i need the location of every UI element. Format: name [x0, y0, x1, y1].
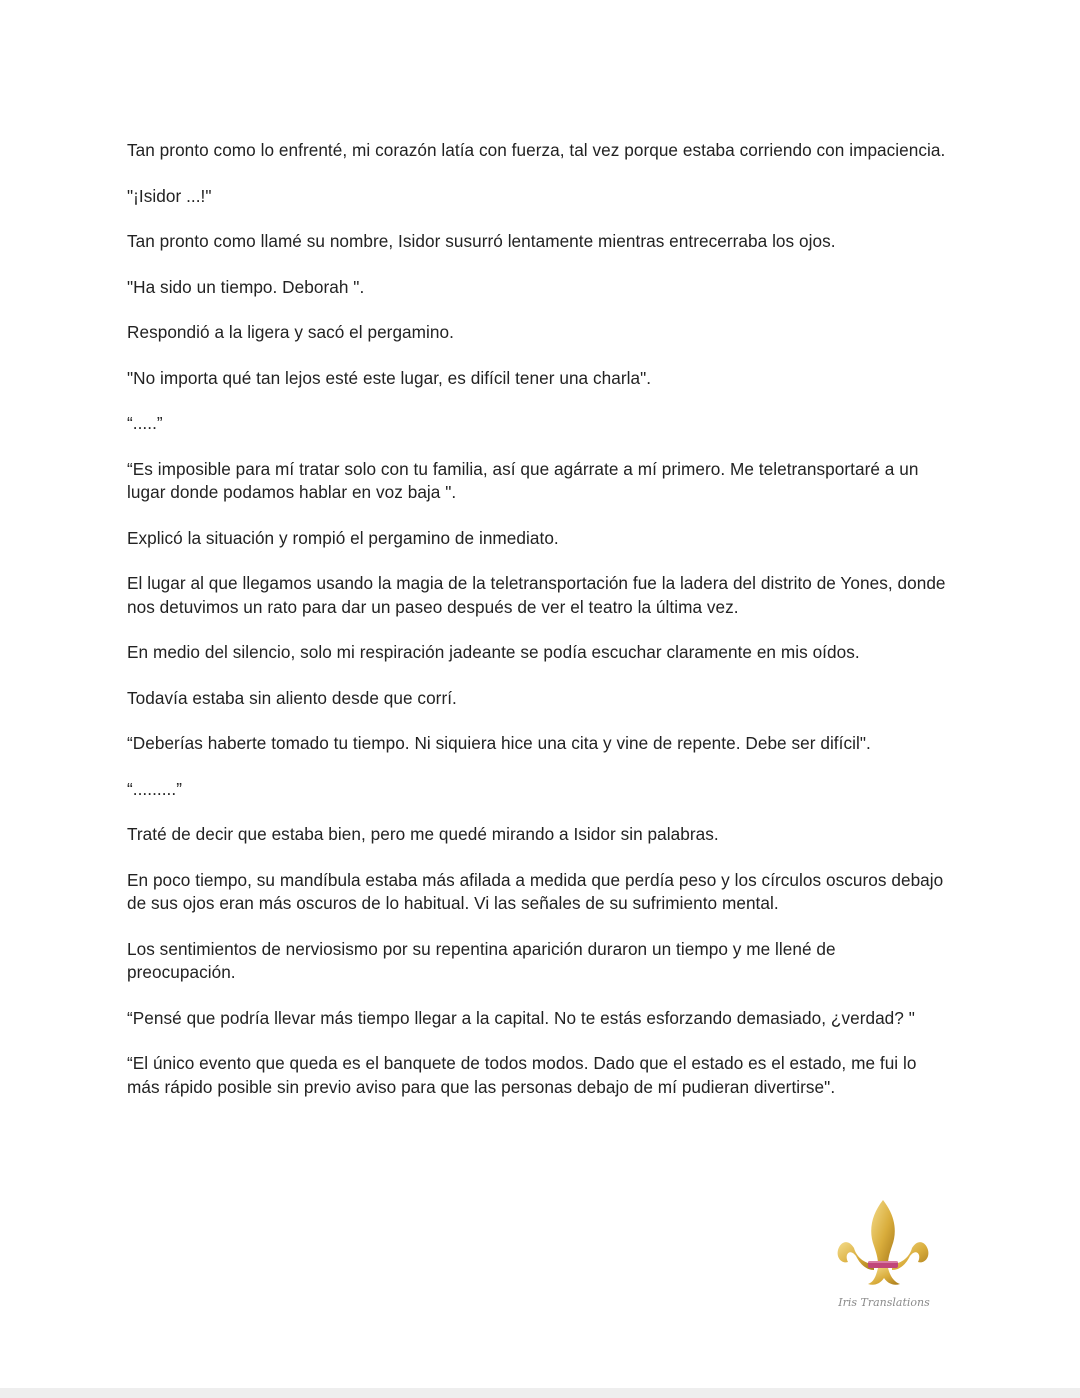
- paragraph: Traté de decir que estaba bien, pero me quedé mirando a Isidor sin palabras.: [127, 824, 719, 844]
- paragraph: “Es imposible para mí tratar solo con tu familia, así que agárrate a mí primero. Me teletransportaré a un lugar donde podamos hablar en voz baja ".: [127, 458, 919, 502]
- paragraph: "No importa qué tan lejos esté este lugar, es difícil tener una charla".: [127, 367, 652, 388]
- paragraph: “El único evento que queda es el banquete de todos modos. Dado que el estado es el estado, me fui lo más rápido posible sin previo aviso para que las personas debajo de mí pudieran divertirse".: [127, 1053, 917, 1097]
- logo-signature: Iris Translations: [838, 1296, 930, 1309]
- paragraph: "¡Isidor ...!": [127, 185, 212, 206]
- bottom-stem: [868, 1268, 900, 1285]
- paragraph: En poco tiempo, su mandíbula estaba más afilada a medida que perdía peso y los círculos oscuros debajo de sus ojos eran más oscuros de lo habitual. Vi las señales de su sufrimiento mental.: [127, 869, 944, 913]
- document-body: [127, 139, 947, 1121]
- paragraph: Los sentimientos de nerviosismo por su repentina aparición duraron un tiempo y me llené de preocupación.: [127, 938, 836, 982]
- paragraph: “Pensé que podría llevar más tiempo llegar a la capital. No te estás esforzando demasiado, ¿verdad? ": [127, 1007, 915, 1028]
- center-petal: [871, 1200, 895, 1264]
- paragraph: "Ha sido un tiempo. Deborah ".: [127, 276, 365, 297]
- paragraph: “Deberías haberte tomado tu tiempo. Ni siquiera hice una cita y vine de repente. Debe ser difícil".: [127, 733, 871, 753]
- watermark-logo: [834, 1198, 934, 1316]
- paragraph: En medio del silencio, solo mi respiración jadeante se podía escuchar claramente en mis oídos.: [127, 642, 860, 662]
- page-bottom-border: [0, 1388, 1080, 1398]
- paragraph: Respondió a la ligera y sacó el pergamino.: [127, 322, 454, 342]
- fleur-de-lis-icon: [834, 1198, 934, 1316]
- paragraph: El lugar al que llegamos usando la magia de la teletransportación fue la ladera del distrito de Yones, donde nos detuvimos un rato para dar un paseo después de ver el teatro la última vez.: [127, 573, 946, 617]
- paragraph: Tan pronto como llamé su nombre, Isidor susurró lentamente mientras entrecerraba los ojos.: [127, 231, 836, 251]
- paragraph: Tan pronto como lo enfrenté, mi corazón latía con fuerza, tal vez porque estaba corriendo con impaciencia.: [127, 140, 946, 160]
- paragraph: Todavía estaba sin aliento desde que corrí.: [127, 687, 457, 708]
- paragraph: “.........”: [127, 778, 182, 799]
- paragraph: “.....”: [127, 413, 163, 433]
- paragraph: Explicó la situación y rompió el pergamino de inmediato.: [127, 527, 559, 548]
